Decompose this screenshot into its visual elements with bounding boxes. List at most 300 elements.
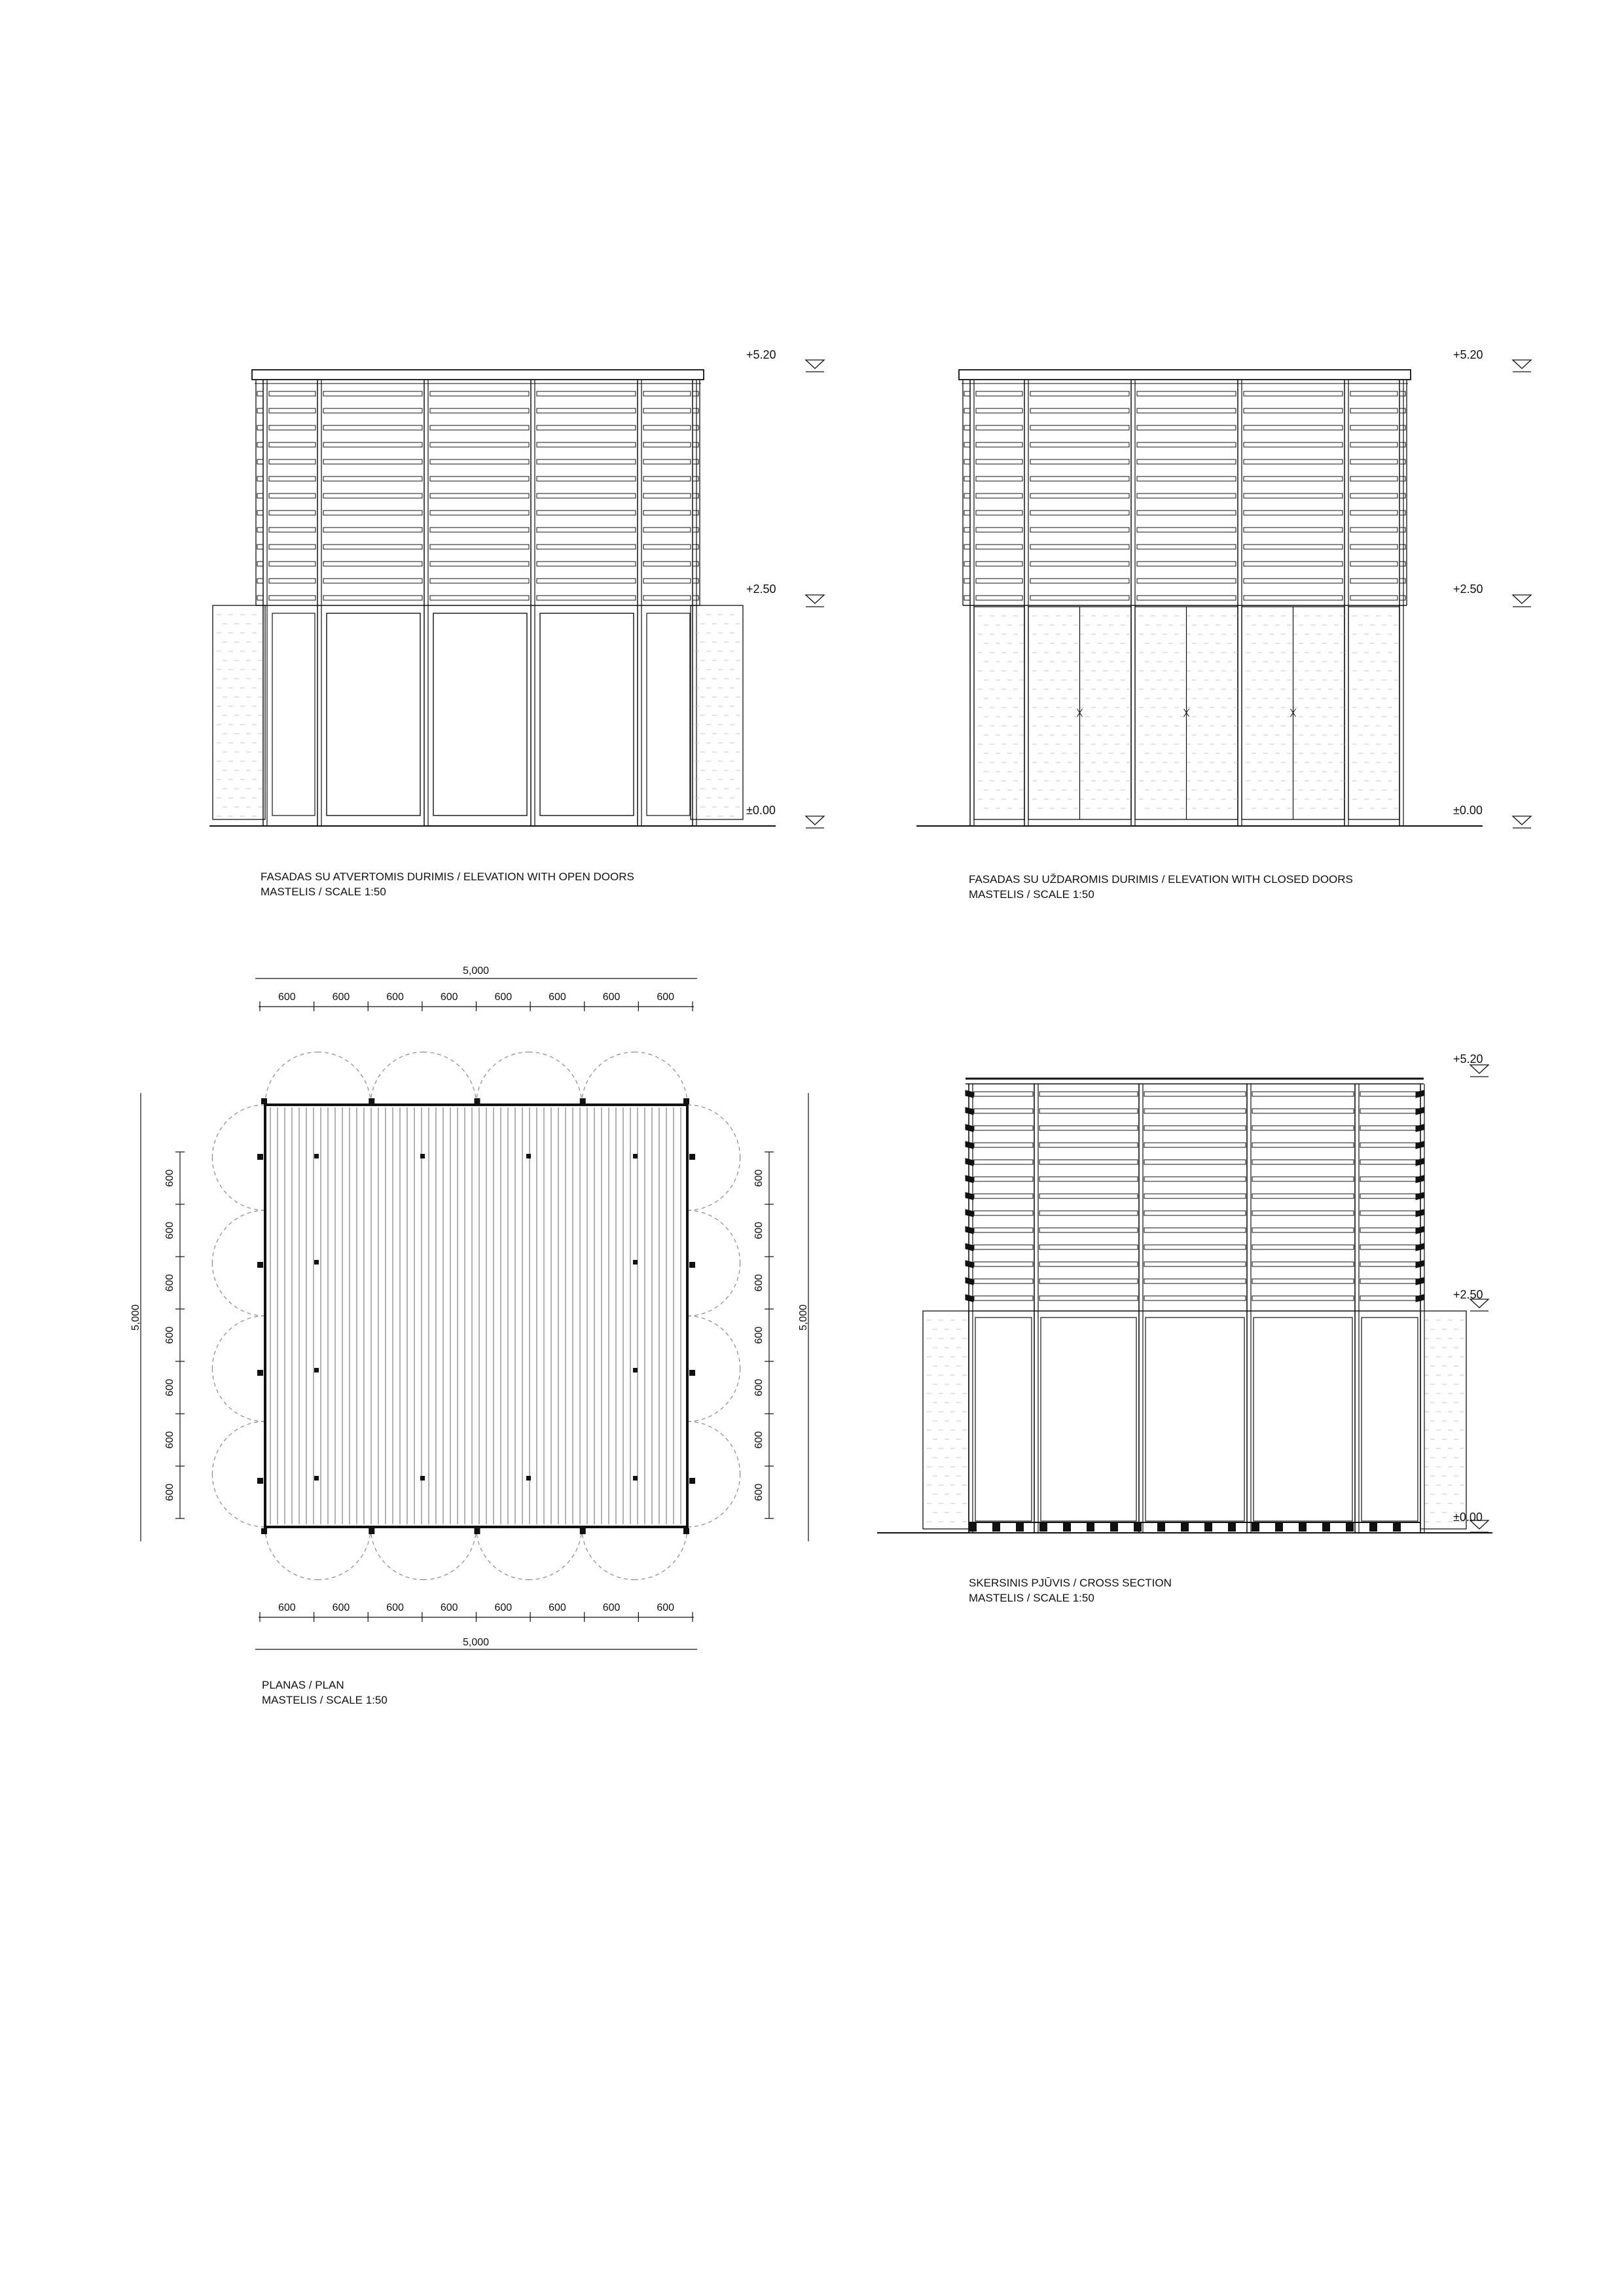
closed-door-panel: [1028, 607, 1131, 819]
level-label-0-00: ±0.00: [1453, 1511, 1483, 1524]
louvre-slat: [1144, 1245, 1246, 1249]
louvre-slat: [1030, 545, 1129, 549]
louvre-slat: [974, 1126, 1033, 1130]
perimeter-post: [369, 1528, 374, 1534]
perimeter-post: [261, 1098, 267, 1104]
floor-joist: [1063, 1522, 1071, 1532]
louvre-slat: [430, 459, 529, 464]
louvre-end-right: [1399, 528, 1405, 532]
roof-edge: [252, 370, 704, 380]
door-swing-arc: [582, 1527, 635, 1580]
louvre-end-left: [257, 442, 263, 447]
louvre-slat: [430, 545, 529, 549]
louvre-slat: [430, 442, 529, 447]
louvre-end-left: [964, 511, 970, 515]
louvre-slat: [537, 596, 636, 600]
dimension-module-label: 600: [657, 1602, 675, 1613]
louvre-slat: [1244, 528, 1343, 532]
elevation-open-scale: MASTELIS / SCALE 1:50: [261, 886, 386, 898]
louvre-slat: [323, 493, 422, 498]
louvre-end-right: [1399, 545, 1405, 549]
section-level-labels: [1453, 1052, 1483, 1524]
perimeter-post: [369, 1098, 374, 1104]
elevation-closed-caption: FASADAS SU UŽDAROMIS DURIMIS / ELEVATION WITH CLOSED DOORS: [969, 873, 1353, 886]
louvre-slat: [1030, 493, 1129, 498]
louvre-slat: [643, 579, 691, 583]
louvre-slat: [1039, 1296, 1138, 1300]
door-swing-arc: [477, 1052, 530, 1105]
louvre-slat: [976, 425, 1022, 430]
louvre-slat: [643, 391, 691, 396]
level-label-2-50: +2.50: [746, 583, 776, 596]
door-swing-arc: [265, 1052, 318, 1105]
louvre-end-left: [964, 562, 970, 566]
door-swing-arc: [318, 1052, 371, 1105]
louvre-slat: [1137, 442, 1236, 447]
floor-joist: [1369, 1522, 1377, 1532]
floor-joist: [992, 1522, 1000, 1532]
louvre-slat: [974, 1279, 1033, 1283]
louvre-slat: [537, 442, 636, 447]
floor-joist: [1252, 1522, 1259, 1532]
louvre-slat: [1350, 511, 1398, 515]
louvre-end-right: [693, 511, 698, 515]
dimension-module-label: 600: [386, 992, 404, 1003]
louvre-slat: [1137, 579, 1236, 583]
louvre-slat: [1360, 1228, 1419, 1232]
louvre-end-right: [1399, 408, 1405, 413]
dimension-module-label: 600: [753, 1221, 765, 1240]
door-swing-arc: [212, 1210, 265, 1263]
louvre-slat: [537, 579, 636, 583]
louvre-slat: [1244, 493, 1343, 498]
plan-overall-dimension-labels: [130, 965, 809, 1648]
dimension-module-label: 600: [164, 1326, 175, 1344]
floor-joist: [1087, 1522, 1094, 1532]
door-swing-arc: [212, 1316, 265, 1369]
louvre-slat: [430, 579, 529, 583]
door-swing-arc: [212, 1263, 265, 1316]
interior-column: [314, 1260, 319, 1265]
louvre-slat: [643, 425, 691, 430]
louvre-slat: [1244, 511, 1343, 515]
side-screen-right: [1420, 1311, 1466, 1529]
level-marker-triangle: [806, 360, 824, 368]
dimension-module-label: 600: [494, 992, 513, 1003]
louvre-end-left: [964, 596, 970, 600]
louvre-slat: [1360, 1211, 1419, 1215]
louvre-slat: [976, 476, 1022, 481]
louvre-slat: [269, 425, 316, 430]
door-swing-arc: [424, 1052, 477, 1105]
louvre-slat: [1360, 1160, 1419, 1164]
interior-column: [526, 1154, 531, 1158]
interior-column: [314, 1476, 319, 1480]
louvre-slat: [1030, 391, 1129, 396]
bay-frame: [975, 1318, 1032, 1521]
louvre-slat: [1360, 1245, 1419, 1249]
louvre-slat: [1252, 1245, 1354, 1249]
floor-joist: [1275, 1522, 1283, 1532]
louvre-end-right: [693, 579, 698, 583]
door-swing-arc: [687, 1210, 740, 1263]
floor-joist: [1157, 1522, 1165, 1532]
louvre-end-left: [257, 476, 263, 481]
dimension-overall-top: 5,000: [462, 965, 490, 977]
louvre-slat: [269, 528, 316, 532]
louvre-slat: [1137, 596, 1236, 600]
louvre-slat: [1030, 579, 1129, 583]
louvre-cut-left: [965, 1141, 973, 1149]
louvre-slat: [269, 442, 316, 447]
dimension-module-label: 600: [164, 1431, 175, 1449]
louvre-slat: [1039, 1160, 1138, 1164]
louvre-slat: [1144, 1109, 1246, 1113]
level-marker-triangle: [1513, 360, 1531, 368]
louvre-slat: [976, 596, 1022, 600]
louvre-slat: [643, 459, 691, 464]
dimension-overall-bottom: 5,000: [462, 1637, 490, 1648]
louvre-slat: [1137, 476, 1236, 481]
level-label-5-20: +5.20: [746, 348, 776, 361]
interior-column: [633, 1260, 638, 1265]
louvre-end-left: [964, 528, 970, 532]
door-swing-arc: [370, 1052, 424, 1105]
perimeter-post: [475, 1528, 480, 1534]
louvre-slat: [1039, 1228, 1138, 1232]
louvre-slat: [1252, 1109, 1354, 1113]
door-swing-arc: [212, 1422, 265, 1475]
dimension-module-label: 600: [549, 1602, 566, 1613]
louvre-slat: [976, 562, 1022, 566]
interior-column: [420, 1476, 425, 1480]
louvre-slat: [1039, 1262, 1138, 1266]
louvre-cut-left: [965, 1158, 973, 1166]
interior-column: [314, 1368, 319, 1372]
louvre-end-right: [693, 391, 698, 396]
dimension-module-label: 600: [753, 1378, 765, 1397]
louvre-slat: [1350, 528, 1398, 532]
louvre-slat: [1360, 1143, 1419, 1147]
door-swing-arc: [634, 1052, 687, 1105]
side-screen-right: [691, 605, 743, 819]
louvre-end-left: [257, 493, 263, 498]
open-door-frame: [327, 613, 420, 816]
louvre-slat: [976, 579, 1022, 583]
louvre-slat: [974, 1194, 1033, 1198]
perimeter-post: [257, 1262, 263, 1268]
louvre-slat: [974, 1109, 1033, 1113]
louvre-slat: [1030, 425, 1129, 430]
door-swing-arc: [687, 1422, 740, 1475]
dimension-module-label: 600: [602, 992, 621, 1003]
louvre-slat: [1252, 1262, 1354, 1266]
louvre-slat: [323, 442, 422, 447]
louvre-slat: [1360, 1194, 1419, 1198]
louvre-slat: [974, 1177, 1033, 1181]
door-swing-arc: [212, 1105, 265, 1158]
louvre-cut-left: [965, 1261, 973, 1268]
louvre-slat: [269, 562, 316, 566]
louvre-slat: [643, 476, 691, 481]
louvre-slat: [1360, 1109, 1419, 1113]
louvre-slat: [323, 408, 422, 413]
louvre-slat: [1360, 1092, 1419, 1096]
screen-panel-outline: [974, 607, 1024, 819]
louvre-slat: [1252, 1211, 1354, 1215]
door-swing-arc: [212, 1474, 265, 1527]
louvre-slat: [323, 562, 422, 566]
louvre-end-right: [1399, 476, 1405, 481]
perimeter-post: [257, 1370, 263, 1376]
louvre-slat: [643, 545, 691, 549]
elevation-open-level-labels: [746, 348, 776, 817]
louvre-end-left: [964, 391, 970, 396]
interior-column: [633, 1154, 638, 1158]
elevation-closed-level-labels: [1453, 348, 1483, 817]
dimension-overall-right: 5,000: [798, 1304, 809, 1331]
floor-joist: [1393, 1522, 1401, 1532]
louvre-slat: [430, 596, 529, 600]
dimension-module-label: 600: [164, 1483, 175, 1501]
louvre-slat: [323, 391, 422, 396]
louvre-slat: [269, 408, 316, 413]
louvre-end-left: [257, 391, 263, 396]
louvre-slat: [1030, 476, 1129, 481]
louvre-slat: [976, 391, 1022, 396]
louvre-slat: [1350, 545, 1398, 549]
louvre-slat: [1144, 1262, 1246, 1266]
door-swing-arc: [687, 1263, 740, 1316]
section-scale: MASTELIS / SCALE 1:50: [969, 1592, 1094, 1604]
louvre-slat: [1030, 442, 1129, 447]
louvre-end-left: [964, 408, 970, 413]
louvre-slat: [1350, 391, 1398, 396]
floor-joist: [969, 1522, 977, 1532]
door-swing-arc: [687, 1369, 740, 1422]
louvre-slat: [430, 425, 529, 430]
louvre-cut-left: [965, 1124, 973, 1132]
louvre-end-left: [257, 511, 263, 515]
louvre-end-left: [964, 476, 970, 481]
door-swing-arc: [687, 1158, 740, 1211]
louvre-end-right: [693, 545, 698, 549]
dimension-module-label: 600: [494, 1602, 513, 1613]
interior-column: [526, 1476, 531, 1480]
closed-door-panel: [974, 607, 1024, 819]
louvre-end-right: [693, 425, 698, 430]
bay-frame: [1362, 1318, 1418, 1521]
louvre-slat: [976, 493, 1022, 498]
louvre-slat: [974, 1262, 1033, 1266]
louvre-slat: [537, 391, 636, 396]
perimeter-post: [689, 1478, 695, 1484]
louvre-end-right: [1399, 459, 1405, 464]
dimension-module-label: 600: [440, 992, 458, 1003]
louvre-slat: [1144, 1211, 1246, 1215]
louvre-slat: [1030, 459, 1129, 464]
louvre-end-right: [1399, 425, 1405, 430]
louvre-slat: [1350, 562, 1398, 566]
perimeter-post: [475, 1098, 480, 1104]
dimension-module-label: 600: [332, 992, 350, 1003]
bay-frame: [1146, 1318, 1244, 1521]
louvre-slat: [1137, 391, 1236, 396]
louvre-cut-left: [965, 1295, 973, 1302]
louvre-slat: [1252, 1194, 1354, 1198]
louvre-slat: [1137, 562, 1236, 566]
louvre-slat: [1039, 1109, 1138, 1113]
louvre-slat: [1144, 1177, 1246, 1181]
louvre-slat: [269, 545, 316, 549]
louvre-slat: [323, 511, 422, 515]
interior-column: [633, 1368, 638, 1372]
louvre-slat: [1350, 425, 1398, 430]
perimeter-post: [257, 1478, 263, 1484]
louvre-slat: [974, 1296, 1033, 1300]
louvre-slat: [1137, 459, 1236, 464]
louvre-slat: [1360, 1279, 1419, 1283]
louvre-slat: [1252, 1143, 1354, 1147]
door-swing-arc: [687, 1316, 740, 1369]
door-swing-arc: [634, 1527, 687, 1580]
elevation-open-doors: [209, 360, 824, 828]
louvre-end-right: [1399, 391, 1405, 396]
floor-joist: [1299, 1522, 1307, 1532]
louvre-slat: [1137, 528, 1236, 532]
floor-joist: [1016, 1522, 1024, 1532]
louvre-slat: [430, 493, 529, 498]
door-swing-arc: [529, 1052, 582, 1105]
door-swing-arc: [370, 1527, 424, 1580]
side-screen-left: [213, 605, 265, 819]
level-marker-triangle: [1513, 816, 1531, 825]
louvre-slat: [1144, 1126, 1246, 1130]
elevation-open-caption: FASADAS SU ATVERTOMIS DURIMIS / ELEVATION WITH OPEN DOORS: [261, 870, 634, 883]
perimeter-post: [580, 1528, 586, 1534]
screen-panel-outline: [923, 1311, 969, 1529]
door-swing-arc: [212, 1369, 265, 1422]
louvre-slat: [1350, 493, 1398, 498]
louvre-slat: [269, 459, 316, 464]
louvre-slat: [1137, 493, 1236, 498]
louvre-slat: [1030, 408, 1129, 413]
louvre-end-right: [1399, 596, 1405, 600]
louvre-cut-left: [965, 1090, 973, 1098]
louvre-slat: [1252, 1126, 1354, 1130]
louvre-end-right: [693, 528, 698, 532]
louvre-slat: [1144, 1160, 1246, 1164]
louvre-end-right: [1399, 579, 1405, 583]
elevation-closed-doors: [916, 360, 1531, 828]
louvre-end-right: [1399, 562, 1405, 566]
louvre-slat: [1039, 1194, 1138, 1198]
screen-panel-outline: [1348, 607, 1399, 819]
louvre-slat: [537, 476, 636, 481]
floor-joist: [1228, 1522, 1236, 1532]
roof-edge: [959, 370, 1411, 380]
louvre-end-right: [693, 442, 698, 447]
perimeter-post: [683, 1528, 689, 1534]
louvre-slat: [1137, 511, 1236, 515]
louvre-cut-left: [965, 1107, 973, 1115]
open-door-frame: [433, 613, 527, 816]
louvre-slat: [1350, 408, 1398, 413]
louvre-slat: [976, 528, 1022, 532]
closed-door-panel: [1348, 607, 1399, 819]
louvre-slat: [974, 1143, 1033, 1147]
louvre-slat: [974, 1160, 1033, 1164]
louvre-slat: [1137, 545, 1236, 549]
louvre-slat: [1350, 459, 1398, 464]
louvre-slat: [537, 459, 636, 464]
louvre-slat: [430, 476, 529, 481]
door-swing-arc: [318, 1527, 371, 1580]
dimension-overall-left: 5,000: [130, 1304, 141, 1331]
door-swing-arc: [477, 1527, 530, 1580]
level-label-5-20: +5.20: [1453, 1052, 1483, 1066]
louvre-end-right: [693, 476, 698, 481]
closed-door-panel: [1135, 607, 1238, 819]
louvre-slat: [643, 493, 691, 498]
level-marker-triangle: [1513, 595, 1531, 603]
screen-panel-outline: [1420, 1311, 1466, 1529]
dimension-module-label: 600: [753, 1274, 765, 1292]
louvre-end-right: [693, 596, 698, 600]
louvre-slat: [1350, 476, 1398, 481]
louvre-slat: [1144, 1194, 1246, 1198]
louvre-slat: [643, 442, 691, 447]
louvre-slat: [1144, 1296, 1246, 1300]
closed-door-panel: [1242, 607, 1344, 819]
louvre-slat: [323, 528, 422, 532]
louvre-slat: [323, 476, 422, 481]
louvre-slat: [1137, 408, 1236, 413]
louvre-slat: [537, 545, 636, 549]
door-swing-arc: [424, 1527, 477, 1580]
level-label-0-00: ±0.00: [746, 804, 776, 817]
louvre-slat: [323, 459, 422, 464]
floor-plan: [141, 978, 808, 1649]
louvre-end-right: [1399, 511, 1405, 515]
louvre-slat: [269, 391, 316, 396]
louvre-slat: [643, 596, 691, 600]
perimeter-post: [689, 1154, 695, 1160]
louvre-slat: [1244, 442, 1343, 447]
louvre-slat: [1244, 408, 1343, 413]
louvre-slat: [1039, 1279, 1138, 1283]
louvre-slat: [643, 408, 691, 413]
louvre-end-left: [964, 545, 970, 549]
floor-joist: [1134, 1522, 1142, 1532]
perimeter-post: [683, 1098, 689, 1104]
louvre-cut-left: [965, 1193, 973, 1200]
louvre-slat: [1244, 391, 1343, 396]
louvre-slat: [537, 408, 636, 413]
louvre-slat: [430, 408, 529, 413]
louvre-end-left: [257, 579, 263, 583]
perimeter-post: [257, 1154, 263, 1160]
louvre-cut-left: [965, 1227, 973, 1234]
louvre-end-left: [257, 408, 263, 413]
louvre-slat: [1039, 1126, 1138, 1130]
level-marker-triangle: [806, 816, 824, 825]
open-door-frame: [540, 613, 634, 816]
door-swing-arc: [212, 1158, 265, 1211]
louvre-slat: [1039, 1092, 1138, 1096]
louvre-slat: [323, 545, 422, 549]
louvre-slat: [1030, 511, 1129, 515]
